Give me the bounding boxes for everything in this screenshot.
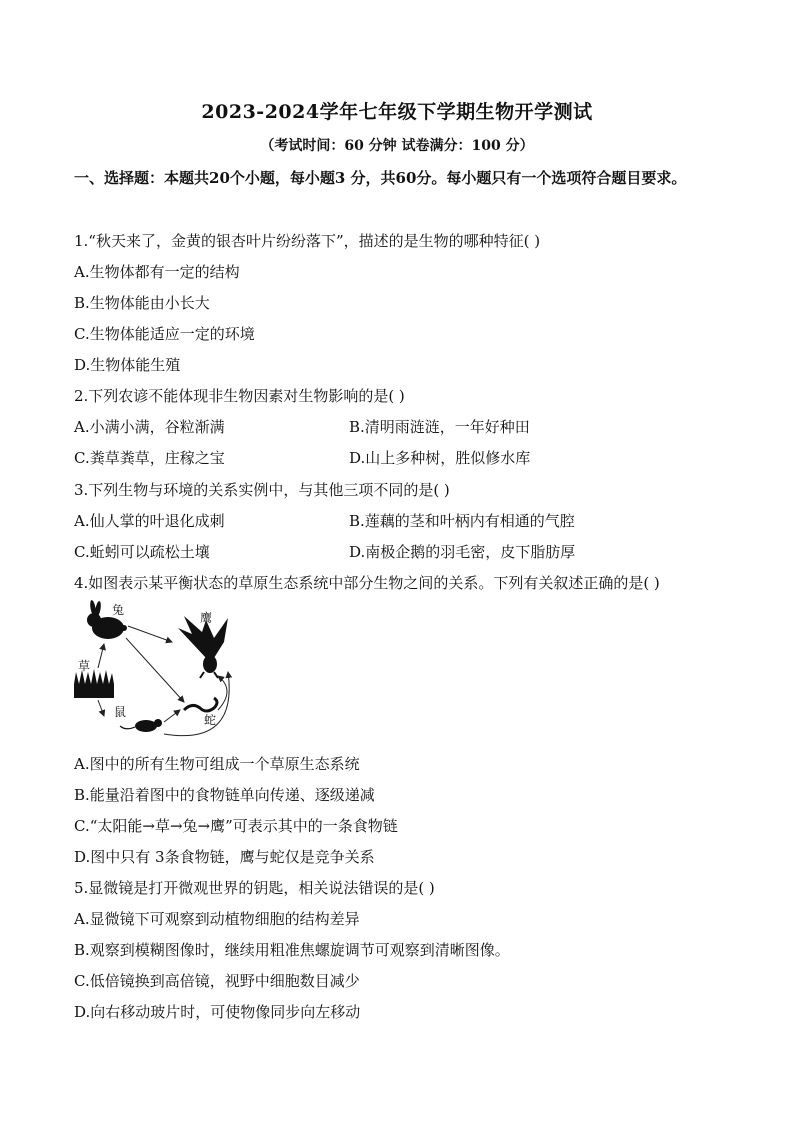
food-web-figure — [68, 598, 248, 748]
grass-icon — [74, 669, 114, 698]
arrow-rabbit-snake — [126, 638, 184, 702]
question-2-option-a: A.小满小满，谷粒渐满 — [74, 418, 225, 436]
snake-label: 蛇 — [204, 713, 217, 727]
arrow-rabbit-eagle — [128, 626, 172, 642]
question-4-option-d: D.图中只有 3条食物链，鹰与蛇仅是竞争关系 — [74, 848, 375, 866]
question-4-option-a: A.图中的所有生物可组成一个草原生态系统 — [74, 755, 360, 773]
question-4-stem: 4.如图表示某平衡状态的草原生态系统中部分生物之间的关系。下列有关叙述正确的是( ) — [74, 574, 660, 592]
mouse-label: 鼠 — [114, 705, 127, 719]
arrow-mouse-snake — [164, 710, 180, 722]
mouse-icon — [120, 719, 162, 732]
question-5-option-d: D.向右移动玻片时，可使物像同步向左移动 — [74, 1003, 361, 1021]
arrow-grass-mouse — [98, 700, 104, 716]
question-5-option-c: C.低倍镜换到高倍镜，视野中细胞数目减少 — [74, 972, 360, 990]
eagle-label: 鹰 — [200, 611, 213, 625]
question-1-option-c: C.生物体能适应一定的环境 — [74, 325, 255, 343]
eagle-icon — [178, 616, 228, 678]
question-5-stem: 5.显微镜是打开微观世界的钥匙，相关说法错误的是( ) — [74, 879, 435, 897]
question-1-option-d: D.生物体能生殖 — [74, 356, 181, 374]
question-2-option-b: B.清明雨涟涟，一年好种田 — [349, 418, 530, 436]
question-5-option-a: A.显微镜下可观察到动植物细胞的结构差异 — [74, 910, 360, 928]
snake-icon — [184, 698, 217, 711]
question-4-option-c: C.“太阳能→草→兔→鹰”可表示其中的一条食物链 — [74, 817, 398, 835]
question-3-option-c: C.蚯蚓可以疏松土壤 — [74, 543, 210, 561]
question-2-option-c: C.粪草粪草，庄稼之宝 — [74, 449, 225, 467]
question-4-option-b: B.能量沿着图中的食物链单向传递、逐级递减 — [74, 786, 375, 804]
arrow-mouse-eagle — [164, 672, 229, 736]
question-5-option-b: B.观察到模糊图像时，继续用粗准焦螺旋调节可观察到清晰图像。 — [74, 941, 510, 959]
grass-label: 草 — [78, 659, 91, 673]
question-1-stem: 1.“秋天来了，金黄的银杏叶片纷纷落下”，描述的是生物的哪种特征( ) — [74, 232, 541, 250]
question-2-option-d: D.山上多种树，胜似修水库 — [349, 449, 531, 467]
arrow-snake-eagle — [218, 676, 227, 710]
question-2-stem: 2.下列农谚不能体现非生物因素对生物影响的是( ) — [74, 387, 405, 405]
question-1-option-a: A.生物体都有一定的结构 — [74, 263, 240, 281]
arrow-grass-rabbit — [98, 644, 104, 668]
question-3-stem: 3.下列生物与环境的关系实例中，与其他三项不同的是( ) — [74, 481, 450, 499]
page-title: 2023-2024学年七年级下学期生物开学测试 — [201, 101, 593, 123]
exam-info: （考试时间：60 分钟 试卷满分：100 分） — [260, 138, 534, 154]
section-heading: 一、选择题：本题共20个小题，每小题3 分，共60分。每小题只有一个选项符合题目要求。 — [74, 169, 687, 187]
question-3-option-a: A.仙人掌的叶退化成刺 — [74, 512, 225, 530]
question-3-option-b: B.莲藕的茎和叶柄内有相通的气腔 — [349, 512, 575, 530]
question-1-option-b: B.生物体能由小长大 — [74, 294, 210, 312]
question-3-option-d: D.南极企鹅的羽毛密，皮下脂肪厚 — [349, 543, 576, 561]
rabbit-label: 兔 — [112, 603, 125, 617]
